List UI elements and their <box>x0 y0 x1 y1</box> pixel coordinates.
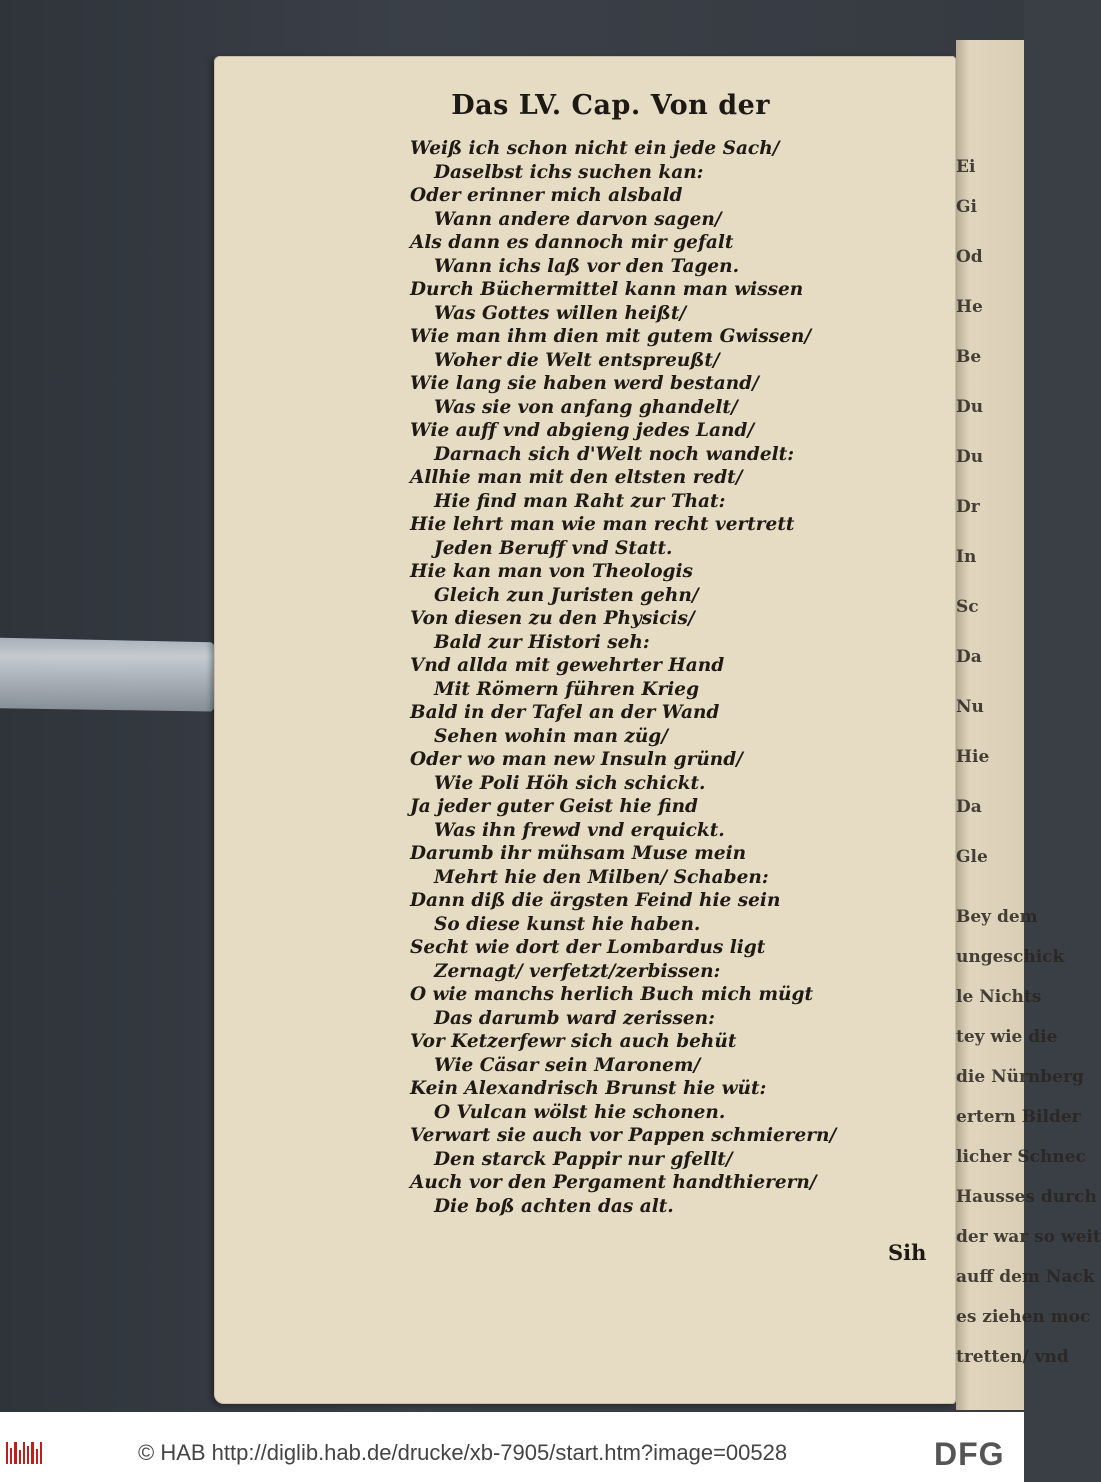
verse-line: Hie kan man von Theologis <box>410 561 693 582</box>
verse-line: Jeden Beruff vnd Statt. <box>434 537 673 559</box>
verse-line: Darumb ihr mühsam Muse mein <box>410 843 747 864</box>
poem-text <box>410 137 837 1218</box>
verse-line: Als dann es dannoch mir gefalt <box>410 232 734 253</box>
verse-line: Oder wo man new Insuln gründ/ <box>410 749 743 770</box>
verse-line: Ja jeder guter Geist hie find <box>410 796 698 817</box>
verse-line: Wann ichs laß vor den Tagen. <box>434 255 740 277</box>
verse-line: Weiß ich schon nicht ein jede Sach/ <box>410 138 780 159</box>
verse-line: Durch Büchermittel kann man wissen <box>410 279 804 300</box>
verse-line: Wie Cäsar sein Maronem/ <box>434 1054 701 1076</box>
verse-line: Zernagt/ verfetzt/zerbissen: <box>434 960 721 982</box>
verse-line: Auch vor den Pergament handthierern/ <box>410 1172 817 1193</box>
verse-line: Wie auff vnd abgieng jedes Land/ <box>410 420 755 441</box>
verse-line: Wie Poli Höh sich schickt. <box>434 772 706 794</box>
verse-line: Oder erinner mich alsbald <box>410 185 683 206</box>
verse-line: Wie lang sie haben werd bestand/ <box>410 373 759 394</box>
verse-line: So diese kunst hie haben. <box>434 913 701 935</box>
verse-line: Das darumb ward zerissen: <box>434 1007 715 1029</box>
verse-line: Vor Ketzerfewr sich auch behüt <box>410 1031 737 1052</box>
verse-line: Daselbst ichs suchen kan: <box>434 161 704 183</box>
verse-line: Von diesen zu den Physicis/ <box>410 608 695 629</box>
verse-line: Bald in der Tafel an der Wand <box>410 702 720 723</box>
verse-line: Was sie von anfang ghandelt/ <box>434 396 738 418</box>
verse-line: Verwart sie auch vor Pappen schmierern/ <box>410 1125 837 1146</box>
verse-line: Hie lehrt man wie man recht vertrett <box>410 514 795 535</box>
verse-line: Dann diß die ärgsten Feind hie sein <box>410 890 781 911</box>
hab-logo-icon <box>6 1442 42 1464</box>
verse-line: Was ihn frewd vnd erquickt. <box>434 819 725 841</box>
verse-line: Den starck Pappir nur gfellt/ <box>434 1148 733 1170</box>
verse-line: Woher die Welt entspreußt/ <box>434 349 720 371</box>
verse-line: Vnd allda mit gewehrter Hand <box>410 655 725 676</box>
verse-line: O Vulcan wölst hie schonen. <box>434 1101 726 1123</box>
verse-line: Allhie man mit den eltsten redt/ <box>410 467 743 488</box>
verse-line: Sehen wohin man züg/ <box>434 725 668 747</box>
dfg-logo: DFG <box>934 1436 1005 1472</box>
verse-line: Mit Römern führen Krieg <box>434 678 700 700</box>
adjacent-page-edge: Ei Gi Od He Be Du Du Dr In Sc Da Nu Hie Da Gle Bey dem ungeschick le Nichts tey wie die die Nürnberg ertern Bilder licher Schnec Hausses durch der war so weit auff dem Nack es ziehen moc tretten/ vnd <box>956 40 1024 1410</box>
verse-line: Hie find man Raht zur That: <box>434 490 726 512</box>
verse-line: Die boß achten das alt. <box>434 1195 674 1217</box>
copyright-url[interactable]: © HAB http://diglib.hab.de/drucke/xb-7905/start.htm?image=00528 <box>138 1440 788 1465</box>
verse-line: Mehrt hie den Milben/ Schaben: <box>434 866 769 888</box>
verse-line: Gleich zun Juristen gehn/ <box>434 584 699 606</box>
catchword: Sih <box>888 1240 927 1265</box>
verse-line: Was Gottes willen heißt/ <box>434 302 687 324</box>
verse-line: Darnach sich d'Welt noch wandelt: <box>434 443 795 465</box>
running-head: Das LV. Cap. Von der <box>451 90 770 121</box>
verse-line: Wie man ihm dien mit gutem Gwissen/ <box>410 326 812 347</box>
verse-line: Secht wie dort der Lombardus ligt <box>410 937 766 958</box>
verse-line: O wie manchs herlich Buch mich mügt <box>410 984 813 1005</box>
verse-line: Wann andere darvon sagen/ <box>434 208 722 230</box>
verse-line: Bald zur Histori seh: <box>434 631 650 653</box>
verse-line: Kein Alexandrisch Brunst hie wüt: <box>410 1078 767 1099</box>
